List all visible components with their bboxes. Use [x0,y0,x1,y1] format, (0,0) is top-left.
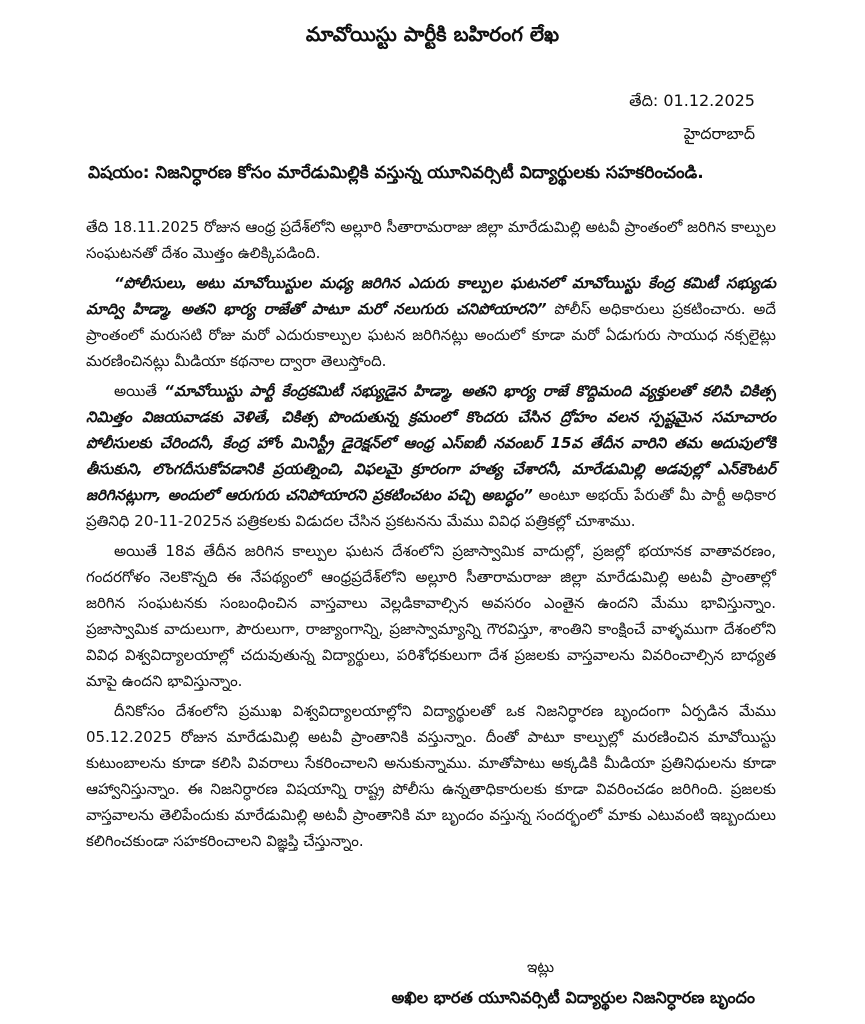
paragraph-2-quote: “పోలీసులు, అటు మావోయిస్టుల మధ్య జరిగిన ఎదురు కాల్పుల ఘటనలో మావోయిస్టు కేంద్ర కమిటీ సభ్యుడు మాద్వి హిడ్మా, అతని భార్య రాజేతో పాటూ మరో నలుగురు చనిపోయారని” [86,274,776,318]
letter-body [86,214,776,858]
paragraph-3-quote: “మావోయిస్టు పార్టీ కేంద్రకమిటీ సభ్యుడైన హిడ్మా, అతని భార్య రాజే కొద్దిమంది వ్యక్తులతో కలిసి చికిత్స నిమిత్తం విజయవాడకు వెళితే, చికిత్స పొందుతున్న క్రమంలో కొందరు చేసిన ద్రోహం వలన స్పష్టమైన సమాచారం పోలీసులకు చేరిందనీ, కేంద్ర హోం మినిస్ట్రీ డైరెక్షన్‌లో ఆంధ్ర ఎస్ఐబీ నవంబర్ 15వ తేదీన వారిని తమ అదుపులోకి తీసుకుని, లొంగదీసుకోవడానికి ప్రయత్నించి, విఫలమై క్రూరంగా హత్య చేశారనీ, మారేడుమిల్లి అడవుల్లో ఎన్‌కౌంటర్ జరిగినట్లుగా, అందులో ఆరుగురు చనిపోయారని ప్రకటించటం పచ్చి అబద్ధం” [86,382,776,504]
paragraph-3 [86,378,776,534]
letter-date: తేది: 01.12.2025 [629,91,755,110]
paragraph-3-lead: అయితే [114,382,165,400]
letter-signature: అఖిల భారత యూనివర్సిటీ విద్యార్థుల నిజనిర్ధారణ బృందం [391,988,755,1007]
paragraph-1: తేది 18.11.2025 రోజున ఆంధ్ర ప్రదేశ్‌లోని అల్లూరి సీతారామరాజు జిల్లా మారేడుమిల్లి అటవీ ప్రాంతంలో జరిగిన కాల్పుల సంఘటనతో దేశం మొత్తం ఉలిక్కిపడింది. [86,218,776,262]
paragraph-3-text: అంటూ అభయ్ పేరుతో మీ పార్టీ అధికార ప్రతినిధి 20-11-2025న పత్రికలకు విడుదల చేసిన ప్రకటనను మేము వివిధ పత్రికల్లో చూశాము. [86,486,777,530]
paragraph-4: అయితే 18వ తేదీన జరిగిన కాల్పుల ఘటన దేశంలోని ప్రజాస్వామిక వాదుల్లో, ప్రజల్లో భయానక వాతావరణం, గందరగోళం నెలకొన్నది ఈ నేపథ్యంలో ఆంధ్రప్రదేశ్‌లోని అల్లూరి సీతారామరాజు జిల్లా మారేడుమిల్లి అటవీ ప్రాంతాల్లో జరిగిన సంఘటనకు సంబంధించిన వాస్తవాలు వెల్లడికావాల్సిన అవసరం ఎంతైన ఉందని మేము భావిస్తున్నాం. ప్రజాస్వామిక వాదులుగా, పౌరులుగా, రాజ్యాంగాన్ని, ప్రజాస్వామ్యాన్ని గౌరవిస్తూ, శాంతిని కాంక్షించే వాళ్ళముగా దేశంలోని వివిధ విశ్వవిద్యాలయాల్లో చదువుతున్న విద్యార్థులు, పరిశోధకులుగా దేశ ప్రజలకు వాస్తవాలను వివరించాల్సిన బాధ్యత మాపై ఉందని భావిస్తున్నాం. [86,542,776,690]
letter-place: హైదరాబాద్ [683,124,755,143]
paragraph-2 [86,270,776,374]
letter-closing: ఇట్లు [527,958,555,976]
date-place-block [629,84,755,150]
letter-title: మావోయిస్టు పార్టీకి బహిరంగ లేఖ [305,22,560,46]
paragraph-5: దీనికోసం దేశంలోని ప్రముఖ విశ్వవిద్యాలయాల్లోని విద్యార్థులతో ఒక నిజనిర్ధారణ బృందంగా ఏర్పడిన మేము 05.12.2025 రోజున మారేడుమిల్లి అటవీ ప్రాంతానికి వస్తున్నాం. దీంతో పాటూ కాల్పుల్లో మరణించిన మావోయిస్టు కుటుంబాలను కూడా కలిసి వివరాలు సేకరించాలని అనుకున్నాము. మాతోపాటు అక్కడికి మీడియా ప్రతినిధులను కూడా ఆహ్వానిస్తున్నాం. ఈ నిజనిర్ధారణ విషయాన్ని రాష్ట్ర పోలీసు ఉన్నతాధికారులకు కూడా వివరించడం జరిగింది. ప్రజలకు వాస్తవాలను తెలిపేందుకు మారేడుమిల్లి అటవీ ప్రాంతానికి మా బృందం వస్తున్న సందర్భంలో మాకు ఎటువంటి ఇబ్బందులు కలిగించకుండా సహకరించాలని విజ్ఞప్తి చేస్తున్నాం. [86,702,776,850]
paragraph-2-text: పోలీస్ అధికారులు ప్రకటించారు. అదే ప్రాంతంలో మరుసటి రోజు మరో ఎదురుకాల్పుల ఘటన జరిగినట్లు అందులో కూడా మరో ఏడుగురు సాయుధ నక్సలైట్లు మరణించినట్లు మీడియా కథనాల ద్వారా తెలుస్తోంది. [86,300,777,370]
letter-subject: విషయం: నిజనిర్ధారణ కోసం మారేడుమిల్లికి వస్తున్న యూనివర్సిటీ విద్యార్థులకు సహకరించండి. [88,163,704,183]
